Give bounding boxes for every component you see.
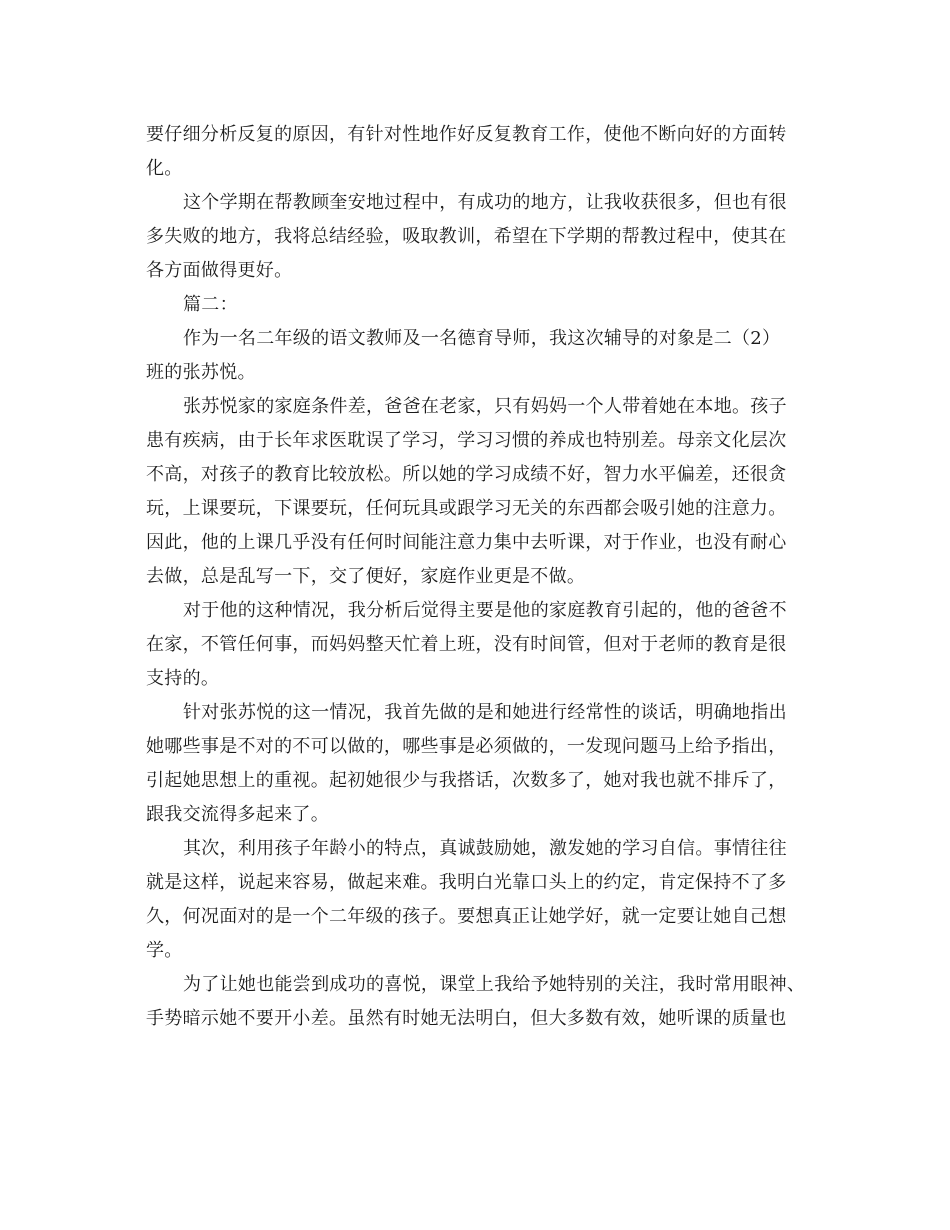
text-line: 去做，总是乱写一下，交了便好，家庭作业更是不做。 (146, 566, 586, 587)
text-line: 多失败的地方，我将总结经验，吸取教训，希望在下学期的帮教过程中，使其在 (146, 226, 787, 247)
text-line: 各方面做得更好。 (146, 260, 293, 281)
paragraph-start-line: 为了让她也能尝到成功的喜悦，课堂上我给予她特别的关注，我时常用眼神、 (183, 974, 806, 995)
paragraph-start-line: 对于他的这种情况，我分析后觉得主要是他的家庭教育引起的，他的爸爸不 (183, 600, 787, 621)
paragraph-start-line: 其次，利用孩子年龄小的特点，真诚鼓励她，激发她的学习自信。事情往往 (183, 838, 787, 859)
paragraph-start-line: 这个学期在帮教顾奎安地过程中，有成功的地方，让我收获很多，但也有很 (183, 192, 787, 213)
text-line: 要仔细分析反复的原因，有针对性地作好反复教育工作，使他不断向好的方面转 (146, 124, 787, 145)
text-line: 引起她思想上的重视。起初她很少与我搭话，次数多了，她对我也就不排斥了， (146, 770, 787, 791)
text-line: 久，何况面对的是一个二年级的孩子。要想真正让她学好，就一定要让她自己想 (146, 906, 787, 927)
paragraph-start-line: 作为一名二年级的语文教师及一名德育导师，我这次辅导的对象是二（2） (183, 328, 781, 349)
text-line: 就是这样，说起来容易，做起来难。我明白光靠口头上的约定，肯定保持不了多 (146, 872, 787, 893)
text-line: 患有疾病，由于长年求医耽误了学习，学习习惯的养成也特别差。母亲文化层次 (146, 430, 787, 451)
text-line: 支持的。 (146, 668, 220, 689)
text-line: 班的张苏悦。 (146, 362, 256, 383)
text-line: 玩，上课要玩，下课要玩，任何玩具或跟学习无关的东西都会吸引她的注意力。 (146, 498, 787, 519)
text-line: 学。 (146, 940, 183, 961)
text-line: 她哪些事是不对的不可以做的，哪些事是必须做的，一发现问题马上给予指出， (146, 736, 787, 757)
document-body (146, 118, 808, 1036)
text-line: 在家，不管任何事，而妈妈整天忙着上班，没有时间管，但对于老师的教育是很 (146, 634, 787, 655)
section-heading: 篇二： (183, 294, 238, 315)
text-line: 手势暗示她不要开小差。虽然有时她无法明白，但大多数有效，她听课的质量也 (146, 1008, 787, 1029)
text-line: 不高，对孩子的教育比较放松。所以她的学习成绩不好，智力水平偏差，还很贪 (146, 464, 787, 485)
text-line: 跟我交流得多起来了。 (146, 804, 329, 825)
paragraph-start-line: 张苏悦家的家庭条件差，爸爸在老家，只有妈妈一个人带着她在本地。孩子 (183, 396, 787, 417)
text-line: 因此，他的上课几乎没有任何时间能注意力集中去听课，对于作业，也没有耐心 (146, 532, 787, 553)
text-line: 化。 (146, 158, 183, 179)
paragraph-start-line: 针对张苏悦的这一情况，我首先做的是和她进行经常性的谈话，明确地指出 (183, 702, 787, 723)
